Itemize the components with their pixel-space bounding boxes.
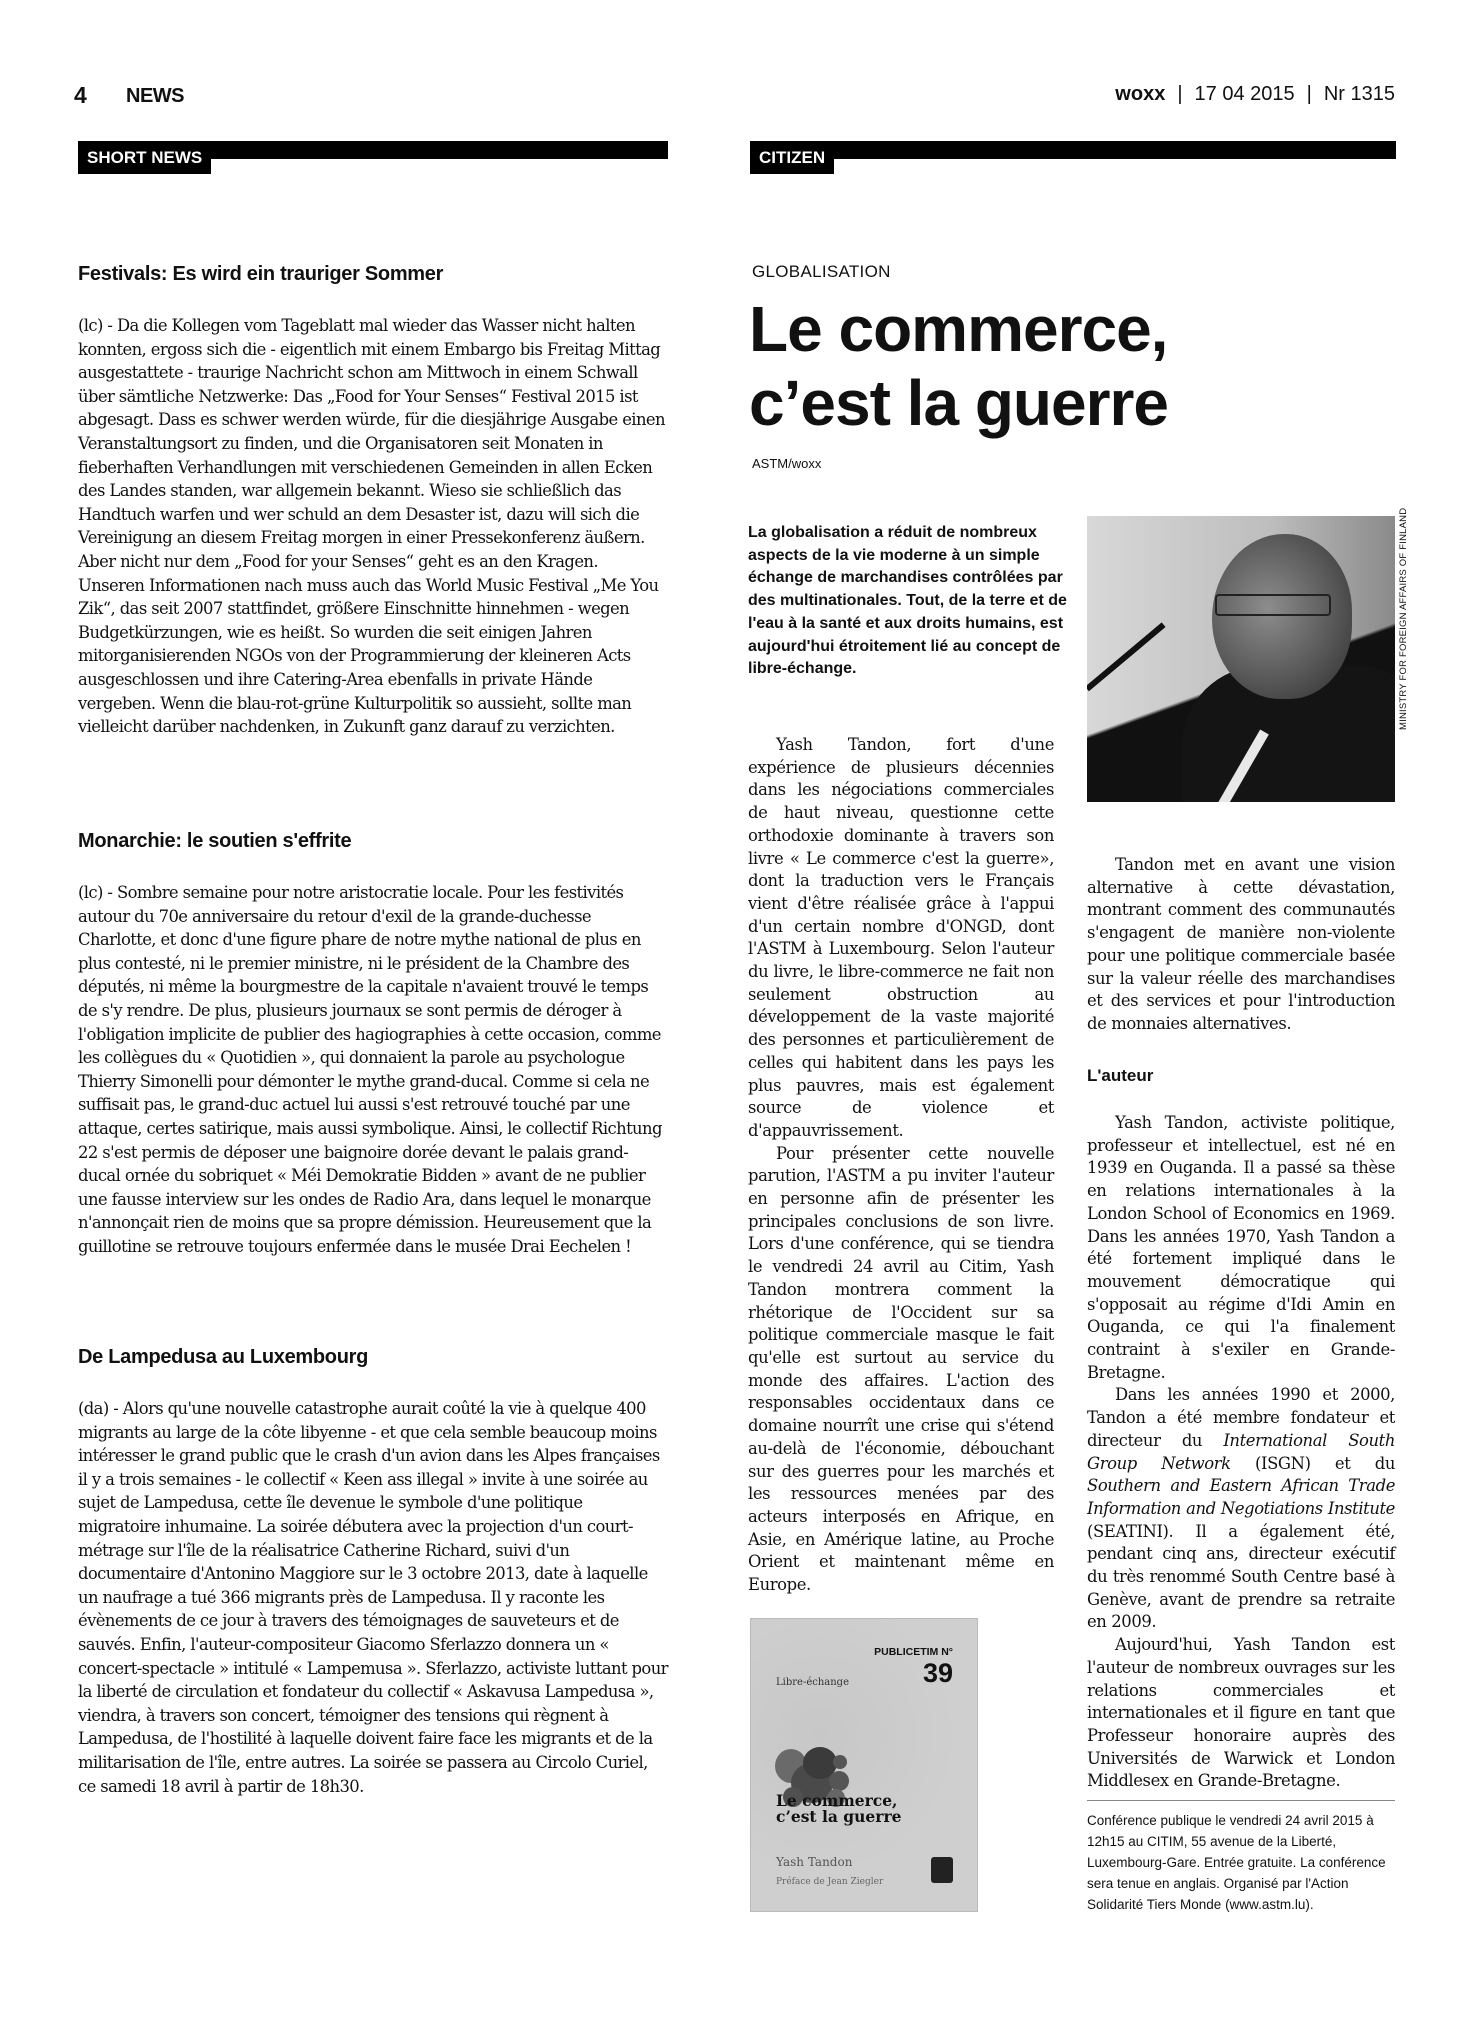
headline-line: Le commerce, [749, 293, 1168, 365]
headline-line: c’est la guerre [749, 367, 1168, 439]
photo-glasses [1215, 594, 1331, 616]
article-kicker: GLOBALISATION [752, 262, 891, 281]
publisher-logo-icon [931, 1857, 953, 1883]
book-preface: Préface de Jean Ziegler [776, 1877, 884, 1887]
text-run: (ISGN) et du [1230, 1453, 1395, 1473]
paragraph: Aujourd'hui, Yash Tandon est l'auteur de nombreux ouvrages sur les relations commerciales et internationales et il figure en tant que Professeur honoraire auprès des Universités de Warwick et London Middlesex en Grande-Bretagne. [1087, 1635, 1395, 1791]
text-run: (SEATINI). Il a également été, pendant cinq ans, directeur exécutif du très renommé South Centre basé à Genève, avant de prendre sa retraite en 2009. [1087, 1521, 1395, 1632]
issue-number: Nr 1315 [1323, 83, 1395, 105]
article-column-right [1087, 854, 1395, 1036]
paragraph: Tandon met en avant une vision alternative à cette dévastation, montrant comment des communautés s'engagent de manière non-violente pour une politique commerciale basée sur la valeur réelle des marchandises et des services et pour l'introduction de monnaies alternatives. [1087, 855, 1395, 1033]
author-bio [1087, 1112, 1395, 1793]
article-title: Festivals: Es wird ein trauriger Sommer [78, 263, 444, 285]
organization-name: International South Group Network [1087, 1430, 1395, 1473]
book-title-line: c’est la guerre [776, 1807, 902, 1826]
article-body: (da) - Alors qu'une nouvelle catastrophe aurait coûté la vie à quelque 400 migrants au large de la côte libyenne - et que cela semble beaucoup moins intéresser le grand public que le crash d'un avion dans les Alpes françaises il y a trois semaines - le collectif « Keen ass illegal » invite à une soirée au sujet de Lampedusa, cette île devenue le symbole d'une politique migratoire inhumaine. La soirée débutera avec la projection d'un court-métrage sur l'île de la réalisatrice Catherine Richard, suivi d'un documentaire d'Antonino Maggiore sur le 3 octobre 2013, date à laquelle un naufrage a tué 366 migrants près de Lampedusa. Il y raconte les évènements de ce jour à travers des témoignages de sauveteurs et de sauvés. Enfin, l'auteur-compositeur Giacomo Sferlazzo donnera un « concert-spectacle » intitulé « Lampemusa ». Sferlazzo, activiste luttant pour la liberté de circulation et fondateur du collectif « Askavusa Lampedusa », viendra, à travers son concert, témoigner des tensions qui règnent à Lampedusa, de l'hostilité à laquelle doivent faire face les migrants et de la militarisation de l'île, entre autres. La soirée se passera au Circolo Curiel, ce samedi 18 avril à partir de 18h30. [78, 1399, 668, 1796]
paragraph: Yash Tandon, activiste politique, professeur et intellectuel, est né en 1939 en Ouganda. Il a passé sa thèse en relations internationales à la London School of Economics en 1969. Dans les années 1970, Yash Tandon a été fortement impliqué dans le mouvement démocratique qui s'opposait au régime d'Idi Amin en Ouganda, ce qui l'a finalement contraint à s'exiler en Grande-Bretagne. [1087, 1113, 1395, 1382]
page-number: 4 [74, 82, 87, 108]
masthead [1115, 83, 1395, 106]
short-news-article [78, 1346, 668, 1798]
rubric-short-news: SHORT NEWS [78, 141, 211, 174]
paragraph: Yash Tandon, fort d'une expérience de plusieurs décennies dans les négociations commerciales de haut niveau, questionne cette orthodoxie dominante à travers son livre « Le commerce c'est la guerre», dont la traduction vers le Français vient d'être réalisée grâce à l'appui d'un certain nombre d'ONGD, dont l'ASTM à Luxembourg. Selon l'auteur du livre, le libre-commerce ne fait non seulement obstruction au développement de la vaste majorité des personnes et particulièrement de celles qui habitent dans les pays les plus pauvres, mais est également source de violence et d'appauvrissement. [748, 735, 1054, 1140]
short-news-article [78, 263, 668, 739]
rubric-citizen: CITIZEN [750, 141, 834, 174]
article-title: Monarchie: le soutien s'effrite [78, 830, 352, 852]
book-author: Yash Tandon [776, 1855, 853, 1869]
article-column-middle [748, 734, 1054, 1597]
divider [1087, 1800, 1395, 1801]
article-title: De Lampedusa au Luxembourg [78, 1346, 369, 1368]
book-number: 39 [922, 1658, 953, 1688]
book-series: PUBLICETIM N° [874, 1646, 953, 1658]
short-news-article [78, 830, 668, 1259]
author-photo [1087, 516, 1395, 802]
article-body: (lc) - Sombre semaine pour notre aristocratie locale. Pour les festivités autour du 70e anniversaire du retour d'exil de la grande-duchesse Charlotte, et donc d'une figure phare de notre mythe national de plus en plus contesté, ni le premier ministre, ni le président de la Chambre des députés, ni même la bourgmestre de la capitale n'avaient trouvé le temps de s'y rendre. De plus, plusieurs journaux se sont permis de déroger à l'obligation implicite de publier des hagiographies à cette occasion, comme les collègues du « Quotidien », qui donnaient la parole au psychologue Thierry Simonelli pour démonter le mythe grand-ducal. Comme si cela ne suffisait pas, le grand-duc actuel lui aussi s'est retrouvé touché par une attaque, certes satirique, mais aussi symbolique. Ainsi, le collectif Richtung 22 s'est permis de déposer une baignoire dorée devant le palais grand-ducal ornée du sobriquet « Méi Demokratie Bidden » avant de ne publier une fausse interview sur les ondes de Radio Ara, dans lequel le monarque n'annonçait rien de moins que sa propre démission. Heureusement que la guillotine se retrouve toujours enfermée dans le musée Drai Eechelen ! [78, 883, 662, 1256]
book-title-line: Le commerce, [776, 1791, 898, 1810]
separator: | [1177, 83, 1183, 105]
paragraph [1087, 1384, 1395, 1634]
article-headline [749, 292, 1168, 440]
publication-brand: woxx [1115, 83, 1166, 105]
book-cover [750, 1618, 978, 1912]
organization-name: Southern and Eastern African Trade Information and Negotiations Institute [1087, 1476, 1395, 1518]
book-title [776, 1793, 901, 1825]
issue-date: 17 04 2015 [1194, 83, 1295, 105]
separator: | [1306, 83, 1312, 105]
book-category: Libre-échange [776, 1677, 849, 1688]
subheading-author: L'auteur [1087, 1066, 1154, 1085]
byline: ASTM/woxx [752, 456, 822, 471]
section-name: NEWS [126, 85, 184, 107]
event-info: Conférence publique le vendredi 24 avril 2015 à 12h15 au CITIM, 55 avenue de la Liberté, Luxembourg-Gare. Entrée gratuite. La conférence sera tenue en anglais. Organisé par l'Action Solidarité Tiers Monde (www.astm.lu). [1087, 1813, 1386, 1912]
photo-credit: MINISTRY FOR FOREIGN AFFAIRS OF FINLAND [1398, 507, 1409, 730]
rubric-bar-right [750, 141, 1396, 159]
photo-head [1212, 534, 1352, 699]
article-lead: La globalisation a réduit de nombreux aspects de la vie moderne à un simple échange de marchandises contrôlées par des multinationales. Tout, de la terre et de l'eau à la santé et aux droits humains, est aujourd'hui étroitement lié au concept de libre-échange. [748, 524, 1067, 678]
microphone-icon [1087, 622, 1166, 691]
article-body: (lc) - Da die Kollegen vom Tageblatt mal wieder das Wasser nicht halten konnten, ergoss sich die - eigentlich mit einem Embargo bis Freitag Mittag ausgestattete - traurige Nachricht schon am Mittwoch in einem Schwall über sämtliche Netzwerke: Das „Food for Your Senses“ Festival 2015 ist abgesagt. Dass es schwer werden würde, für die diesjährige Ausgabe einen Veranstaltungsort zu finden, und die Organisatoren seit Monaten in fieberhaften Verhandlungen mit verschiedenen Gemeinden in allen Ecken des Landes standen, war allgemein bekannt. Wieso sie schließlich das Handtuch warfen und wer schuld an dem Desaster ist, dazu will sich die Vereinigung an diesem Freitag morgen in einer Pressekonferenz äußern. Aber nicht nur dem „Food for your Senses“ geht es an den Kragen. Unseren Informationen nach muss auch das World Music Festival „Me You Zik“, das seit 2007 stattfindet, größere Einschnitte hinnehmen - wegen Budgetkürzungen, wie es heißt. So wurden die seit einigen Jahren mitorganisierenden NGOs von der Programmierung der kleineren Acts ausgeschlossen und ihre Catering-Area ebenfalls in private Hände vergeben. Wenn die blau-rot-grüne Kulturpolitik so aussieht, sollte man vielleicht darüber nachdenken, in Zukunft ganz darauf zu verzichten. [78, 316, 665, 737]
paragraph: Pour présenter cette nouvelle parution, l'ASTM a pu inviter l'auteur en personne afin de présenter les principales conclusions de son livre. Lors d'une conférence, qui se tiendra le vendredi 24 avril au Citim, Yash Tandon montrera comment la rhétorique de l'Occident sur sa politique commerciale masque le fait qu'elle est surtout au service du monde des affaires. L'action des responsables occidentaux dans ce domaine nourrît une crise qui s'étend au-delà de l'économie, débouchant sur des guerres pour les marchés et les ressources menées par des acteurs interposés en Afrique, en Asie, en Amérique latine, au Proche Orient et maintenant même en Europe. [748, 1143, 1054, 1595]
text-run: Dans les années 1990 et 2000, Tandon a été membre fondateur et directeur du [1087, 1385, 1395, 1450]
